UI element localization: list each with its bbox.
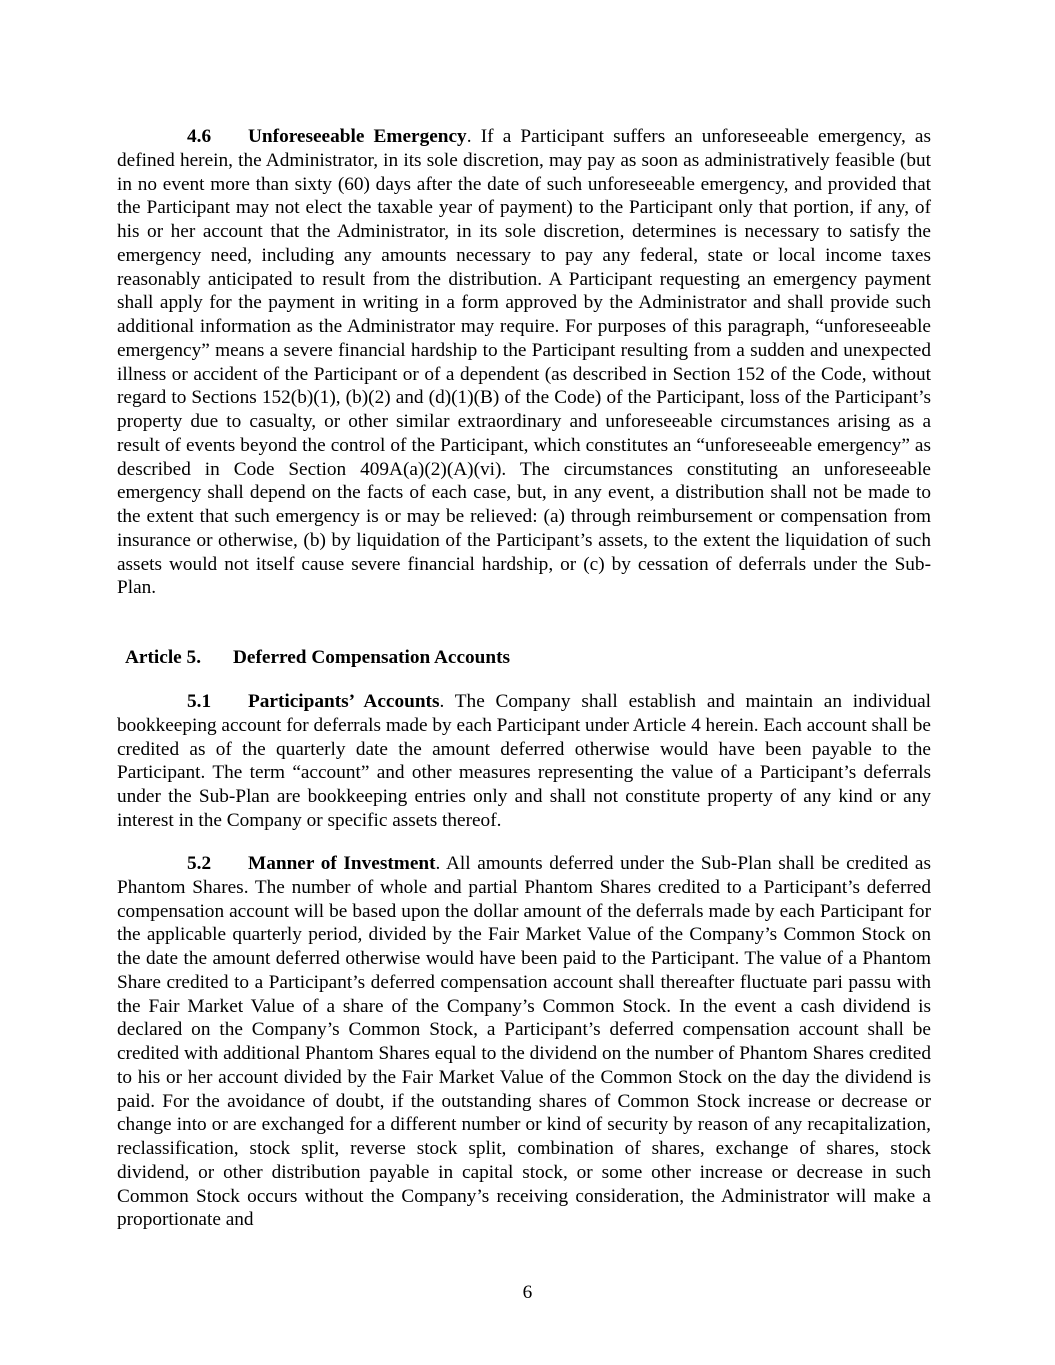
section-5-1-paragraph xyxy=(117,690,931,833)
section-body: . The Company shall establish and maintain an individual bookkeeping account for deferrals made by each Participant under Article 4 herein. Each account shall be credited as of the quarterly date the amount deferred otherwise would have been payable to the Participant. The term “account” and other measures representing the value of a Participant’s deferrals under the Sub-Plan are bookkeeping entries only and shall not constitute property of any kind or any interest in the Company or specific assets thereof. xyxy=(117,691,932,831)
article-5-heading xyxy=(125,646,510,670)
page-number: 6 xyxy=(522,1282,533,1303)
article-title: Deferred Compensation Accounts xyxy=(233,647,511,668)
section-body: . If a Participant suffers an unforeseeable emergency, as defined herein, the Administrator, in its sole discretion, may pay as soon as administratively feasible (but in no event more than sixty (60) days after the date of such unforeseeable emergency, and provided that the Participant may not elect the taxable year of payment) to the Participant only that portion, if any, of his or her account that the Administrator, in its sole discretion, determines is necessary to satisfy the emergency need, including any amounts necessary to pay any federal, state or local income taxes reasonably anticipated to result from the distribution. A Participant requesting an emergency payment shall apply for the payment in writing in a form approved by the Administrator and shall provide such additional information as the Administrator may require. For purposes of this paragraph, “unforeseeable emergency” means a severe financial hardship to the Participant resulting from a sudden and unexpected illness or accident of the Participant or of a dependent (as described in Section 152 of the Code, without regard to Sections 152(b)(1), (b)(2) and (d)(1)(B) of the Code) of the Participant, loss of the Participant’s property due to casualty, or other similar extraordinary and unforeseeable circumstances arising as a result of events beyond the control of the Participant, which constitutes an “unforeseeable emergency” as described in Code Section 409A(a)(2)(A)(vi). The circumstances constituting an unforeseeable emergency shall depend on the facts of each case, but, in any event, a distribution shall not be made to the extent that such emergency is or may be relieved: (a) through reimbursement or compensation from insurance or otherwise, (b) by liquidation of the Participant’s assets, to the extent the liquidation of such assets would not itself cause severe financial hardship, or (c) by cessation of deferrals under the Sub-Plan. xyxy=(117,126,931,599)
section-4-6-paragraph xyxy=(117,125,931,600)
section-body: . All amounts deferred under the Sub-Plan shall be credited as Phantom Shares. The number of whole and partial Phantom Shares credited to a Participant’s deferred compensation account will be based upon the dollar amount of the deferrals made by each Participant for the applicable quarterly period, divided by the Fair Market Value of the Company’s Common Stock on the date the amount deferred otherwise would have been paid to the Participant. The value of a Phantom Share credited to a Participant’s deferred compensation account shall thereafter fluctuate pari passu with the Fair Market Value of a share of the Company’s Common Stock. In the event a cash dividend is declared on the Company’s Common Stock, a Participant’s deferred compensation account shall be credited with additional Phantom Shares equal to the dividend on the number of Phantom Shares credited to his or her account divided by the Fair Market Value of the Common Stock on the day the dividend is paid. For the avoidance of doubt, if the outstanding shares of Common Stock increase or decrease or change into or are exchanged for a different number or kind of security by reason of any recapitalization, reclassification, stock split, reverse stock split, combination of shares, exchange of shares, stock dividend, or other distribution payable in capital stock, or some other increase or decrease in such Common Stock occurs without the Company’s receiving consideration, the Administrator will make a proportionate and xyxy=(117,853,931,1231)
section-number: 5.1 xyxy=(187,691,212,712)
section-title: Participants’ Accounts xyxy=(248,691,440,712)
article-number: Article 5. xyxy=(125,647,202,668)
section-number: 5.2 xyxy=(187,853,212,874)
section-number: 4.6 xyxy=(187,126,212,147)
section-title: Unforeseeable Emergency xyxy=(248,126,467,147)
section-title: Manner of Investment xyxy=(248,853,436,874)
section-5-2-paragraph xyxy=(117,852,931,1232)
